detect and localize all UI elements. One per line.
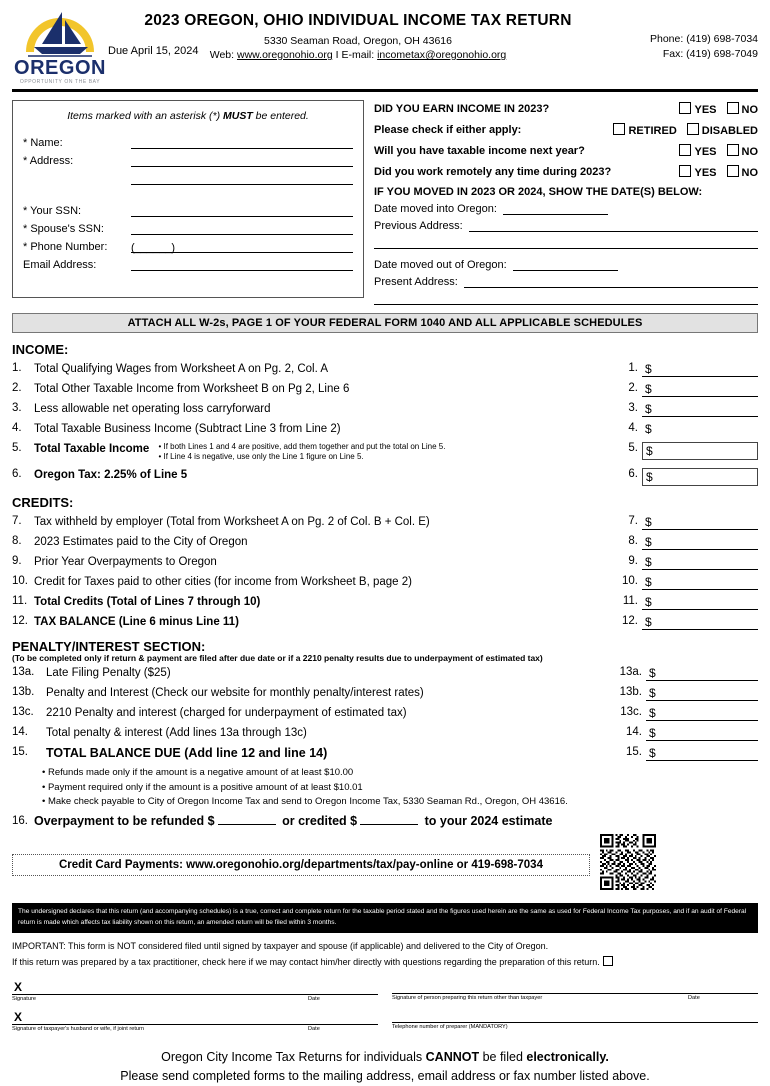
credits-line-7-input[interactable]: $ — [642, 515, 758, 530]
credits-line-8-anum: 8. — [628, 534, 638, 547]
date-moved-out-label: Date moved out of Oregon: — [374, 259, 507, 271]
penalty-line-15-input[interactable]: $ — [646, 746, 758, 761]
earn-income-yes-label: YES — [694, 104, 717, 116]
due-date: Due April 15, 2024 — [108, 45, 199, 57]
credits-line-8-text: 2023 Estimates paid to the City of Oregon — [34, 535, 248, 548]
phone-input[interactable] — [131, 240, 353, 253]
penalty-line-13c — [12, 706, 758, 721]
income-line-5-bullets — [158, 442, 445, 463]
remote-work-no[interactable] — [727, 165, 759, 179]
line-16-text — [34, 813, 552, 828]
income-line-5-bullet-2: • If Line 4 is negative, use only the Line 1 figure on Line 5. — [158, 452, 364, 462]
important-notes — [12, 939, 758, 971]
credits-line-11-text: Total Credits (Total of Lines 7 through 10) — [34, 595, 261, 608]
footer-line-1a: Oregon City Income Tax Returns for individuals — [161, 1050, 426, 1065]
income-line-3-anum: 3. — [628, 402, 638, 414]
income-line-5-label: Total Taxable Income — [34, 443, 150, 455]
web-label: Web: — [209, 49, 235, 61]
qr-code-icon — [600, 834, 656, 890]
email-label-field: Email Address: — [23, 259, 97, 271]
income-line-6 — [12, 468, 758, 486]
income-line-4-amount — [608, 422, 758, 437]
income-line-2-input[interactable]: $ — [642, 382, 758, 397]
credits-line-10-text: Credit for Taxes paid to other cities (for income from Worksheet B, page 2) — [34, 575, 412, 588]
income-line-3-amount — [608, 402, 758, 417]
sailboat-logo-icon — [18, 8, 102, 60]
earn-income-no-label: NO — [741, 104, 758, 116]
income-line-4-anum: 4. — [628, 422, 638, 434]
checkbox-icon[interactable] — [679, 102, 691, 114]
penalty-subnote: (To be completed only if return & payment are filed after due date or if a 2210 penalty results due to underpayment of estimated tax) — [12, 652, 543, 663]
income-line-3-input[interactable]: $ — [642, 402, 758, 417]
email-label: E-mail: — [341, 49, 375, 61]
footer-line-1c: be filed — [479, 1050, 527, 1065]
date-moved-in-row — [374, 202, 758, 215]
income-line-1 — [12, 362, 758, 377]
fax-number: Fax: (419) 698-7049 — [662, 48, 758, 61]
field-address — [23, 154, 353, 167]
penalty-line-14-amount — [608, 726, 758, 741]
preparer-phone-labels — [392, 1024, 758, 1030]
asterisk-note — [23, 110, 353, 122]
spouse-ssn-label: * Spouse's SSN: — [23, 223, 104, 235]
penalty-line-14 — [12, 726, 758, 741]
penalty-section — [0, 639, 770, 828]
credits-line-12-input[interactable]: $ — [642, 615, 758, 630]
income-line-5-text — [34, 442, 608, 463]
attach-banner: ATTACH ALL W-2s, PAGE 1 OF YOUR FEDERAL FORM 1040 AND ALL APPLICABLE SCHEDULES — [12, 313, 758, 333]
credits-line-11-num: 11. — [12, 594, 28, 607]
credit-card-box[interactable]: Credit Card Payments: www.oregonohio.org/departments/tax/pay-online or 419-698-7034 — [12, 854, 590, 876]
preparer-signature-label: Signature of person preparing this return other than taxpayer — [392, 995, 543, 1002]
penalty-line-13b-anum: 13b. — [619, 685, 642, 698]
income-line-1-input[interactable]: $ — [642, 362, 758, 377]
penalty-line-15-num: 15. — [12, 745, 28, 758]
address2-input[interactable] — [131, 172, 353, 185]
spouse-ssn-input[interactable] — [131, 222, 353, 235]
important-line-2-text: If this return was prepared by a tax practitioner, check here if we may contact him/her directly with questions regarding the preparation of this return. — [12, 956, 600, 967]
footer-cannot: CANNOT — [425, 1050, 480, 1065]
question-retired-disabled-label: Please check if either apply: — [374, 124, 522, 136]
preparer-signature-labels — [392, 995, 758, 1001]
credits-line-7 — [12, 515, 758, 530]
line-separator: I — [335, 49, 339, 61]
name-input[interactable] — [131, 136, 353, 149]
income-line-3-num: 3. — [12, 402, 22, 414]
income-line-5-bullet-1: • If both Lines 1 and 4 are positive, add them together and put the total on Line 5. — [158, 442, 446, 451]
taxpayer-signature-label: Signature — [12, 996, 36, 1003]
penalty-line-15-anum: 15. — [626, 745, 642, 758]
preparer-signature-line[interactable] — [392, 978, 758, 994]
note-must: MUST — [223, 110, 253, 122]
qr-code[interactable] — [600, 834, 656, 895]
note-part1: Items marked with an asterisk (*) — [67, 110, 223, 122]
question-earn-income — [374, 102, 758, 116]
phone-area-paren: (______) — [131, 242, 176, 254]
penalty-line-13c-text: 2210 Penalty and interest (charged for underpayment of estimated tax) — [46, 706, 407, 719]
income-line-2-num: 2. — [12, 382, 22, 394]
income-section — [0, 342, 770, 486]
signature-col-right — [392, 978, 758, 1038]
form-header — [0, 0, 770, 85]
penalty-line-13b-num: 13b. — [12, 685, 35, 698]
checkbox-icon[interactable] — [679, 165, 691, 177]
income-line-6-amount — [608, 468, 758, 486]
spouse-signature-line[interactable] — [12, 1008, 378, 1025]
practitioner-contact-checkbox[interactable] — [603, 956, 613, 966]
date-moved-out-input[interactable] — [513, 258, 618, 271]
email-input[interactable] — [131, 258, 353, 271]
moved-section-title: IF YOU MOVED IN 2023 OR 2024, SHOW THE DATE(S) BELOW: — [374, 186, 703, 198]
refund-rule-2: • Payment required only if the amount is a positive amount of at least $10.01 — [42, 781, 363, 793]
date-moved-in-input[interactable] — [503, 202, 608, 215]
income-line-6-text: Oregon Tax: 2.25% of Line 5 — [34, 468, 188, 481]
footer-notice — [0, 1048, 770, 1086]
office-address: 5330 Seaman Road, Oregon, OH 43616 — [264, 35, 452, 47]
penalty-line-13b-input[interactable]: $ — [646, 686, 758, 701]
checkbox-icon[interactable] — [727, 165, 739, 177]
credits-line-11-amount — [608, 595, 758, 610]
next-year-yes[interactable] — [679, 144, 716, 158]
income-line-2-anum: 2. — [628, 382, 638, 394]
important-line-1: IMPORTANT: This form is NOT considered filed until signed by taxpayer and spouse (if applicable) and delivered to the City of Oregon. — [12, 940, 549, 951]
penalty-line-13a-num: 13a. — [12, 665, 35, 678]
phone-number: Phone: (419) 698-7034 — [650, 33, 758, 45]
your-ssn-label: * Your SSN: — [23, 205, 82, 217]
credits-line-10-anum: 10. — [622, 574, 638, 587]
line-16-refund-input[interactable] — [218, 813, 276, 825]
your-ssn-input[interactable] — [131, 204, 353, 217]
credits-line-7-amount — [608, 515, 758, 530]
credits-line-9-text: Prior Year Overpayments to Oregon — [34, 555, 217, 568]
income-line-1-amount — [608, 362, 758, 377]
footer-line-2: Please send completed forms to the mailing address, email address or fax number listed above. — [120, 1069, 650, 1084]
income-line-5 — [12, 442, 758, 463]
present-address-input2[interactable] — [374, 292, 758, 305]
oregon-logo — [12, 6, 108, 85]
income-line-5-num: 5. — [12, 442, 22, 454]
line-16-estimate-label: to your 2024 estimate — [424, 814, 553, 829]
income-line-5-amount — [608, 442, 758, 460]
refund-rule-1: • Refunds made only if the amount is a negative amount of at least $10.00 — [42, 767, 354, 779]
income-line-4-text: Total Taxable Business Income (Subtract Line 3 from Line 2) — [34, 423, 341, 435]
credits-line-8 — [12, 535, 758, 550]
footer-electronically: electronically. — [526, 1050, 609, 1065]
credits-line-10-input[interactable]: $ — [642, 575, 758, 590]
credits-line-8-num: 8. — [12, 534, 22, 547]
header-contact — [608, 6, 758, 62]
penalty-line-13b-amount — [608, 686, 758, 701]
income-line-1-anum: 1. — [628, 362, 638, 374]
question-next-year-label: Will you have taxable income next year? — [374, 145, 585, 157]
option-retired[interactable] — [613, 123, 676, 137]
earn-income-yes[interactable] — [679, 102, 716, 116]
line-16-credit-label: or credited $ — [282, 814, 358, 829]
credits-line-9-amount — [608, 555, 758, 570]
preparer-signature-date-label: Date — [688, 995, 700, 1002]
credits-line-11-anum: 11. — [622, 594, 638, 607]
penalty-line-14-num: 14. — [12, 725, 28, 738]
spouse-signature-labels — [12, 1026, 378, 1032]
website-link[interactable]: www.oregonohio.org — [237, 49, 333, 61]
penalty-line-13a — [12, 666, 758, 681]
logo-wordmark: OREGON — [14, 57, 106, 79]
penalty-line-13b-text: Penalty and Interest (Check our website for monthly penalty/interest rates) — [46, 686, 424, 699]
credits-line-10-amount — [608, 575, 758, 590]
penalty-line-13b — [12, 686, 758, 701]
income-line-6-input[interactable]: $ — [642, 468, 758, 486]
date-moved-in-label: Date moved into Oregon: — [374, 203, 497, 215]
credits-line-12-amount — [608, 615, 758, 630]
penalty-line-13a-text: Late Filing Penalty ($25) — [46, 666, 171, 679]
credits-line-8-input[interactable]: $ — [642, 535, 758, 550]
present-address-input[interactable] — [464, 275, 758, 288]
penalty-line-14-anum: 14. — [626, 725, 642, 738]
credits-line-11 — [12, 595, 758, 610]
credits-line-9-anum: 9. — [628, 554, 638, 567]
penalty-line-15 — [12, 746, 758, 762]
declaration-block: The undersigned declares that this return (and accompanying schedules) is a true, correct and complete return for the taxable period stated and the figures used herein are the same as used for Federal Income Tax purposes, and if an audit of Federal return is made which affects tax liability shown on this return, an amended return will be filed within 3 months. — [12, 903, 758, 933]
remote-work-no-label: NO — [741, 167, 758, 179]
previous-address-input[interactable] — [469, 219, 758, 232]
penalty-heading: PENALTY/INTEREST SECTION: — [12, 638, 206, 654]
credits-line-7-anum: 7. — [628, 514, 638, 527]
penalty-line-13a-input[interactable]: $ — [646, 666, 758, 681]
panel-spacer — [23, 190, 353, 204]
question-remote-work — [374, 165, 758, 179]
name-label: * Name: — [23, 137, 63, 149]
penalty-line-13c-input[interactable]: $ — [646, 706, 758, 721]
date-moved-out-row — [374, 258, 758, 271]
credits-line-10 — [12, 575, 758, 590]
previous-address-row — [374, 219, 758, 232]
important-line-2 — [12, 955, 758, 971]
email-link[interactable]: incometax@oregonohio.org — [377, 49, 507, 61]
question-next-year — [374, 144, 758, 158]
question-remote-work-label: Did you work remotely any time during 2023? — [374, 166, 612, 178]
spouse-signature-label: Signature of taxpayer's husband or wife, if joint return — [12, 1026, 144, 1033]
question-retired-disabled — [374, 123, 758, 137]
signature-col-left — [12, 978, 378, 1038]
address-input[interactable] — [131, 154, 353, 167]
footer-line-1 — [12, 1048, 758, 1067]
field-phone — [23, 240, 353, 253]
signature-x-mark: X — [14, 980, 23, 995]
field-address2 — [23, 172, 353, 185]
taxpayer-signature-labels — [12, 996, 378, 1002]
signature-area — [12, 978, 758, 1038]
checkbox-icon[interactable] — [727, 144, 739, 156]
penalty-line-15-text: TOTAL BALANCE DUE (Add line 12 and line 14) — [46, 745, 328, 760]
taxpayer-info-box — [12, 100, 364, 298]
credits-line-12 — [12, 615, 758, 630]
penalty-line-14-text: Total penalty & interest (Add lines 13a through 13c) — [46, 726, 307, 739]
income-line-3-text: Less allowable net operating loss carryforward — [34, 403, 271, 415]
credits-line-7-num: 7. — [12, 514, 22, 527]
checkbox-icon[interactable] — [687, 123, 699, 135]
spouse-signature-x-mark: X — [14, 1010, 23, 1025]
field-spouse-ssn — [23, 222, 353, 235]
credits-line-9-input[interactable]: $ — [642, 555, 758, 570]
note-part2: be entered. — [252, 110, 309, 122]
income-heading: INCOME: — [12, 342, 69, 357]
line-16-credit-input[interactable] — [360, 813, 418, 825]
credits-line-12-anum: 12. — [622, 614, 638, 627]
income-line-5-anum: 5. — [628, 442, 638, 454]
field-name — [23, 136, 353, 149]
earn-income-no[interactable] — [727, 102, 759, 116]
present-address-row2 — [374, 292, 758, 305]
income-line-2 — [12, 382, 758, 397]
income-line-3 — [12, 402, 758, 417]
field-your-ssn — [23, 204, 353, 217]
penalty-line-15-amount — [608, 746, 758, 761]
address-label: * Address: — [23, 155, 74, 167]
next-year-yes-label: YES — [694, 146, 717, 158]
income-line-5-input[interactable]: $ — [642, 442, 758, 460]
penalty-line-13c-anum: 13c. — [620, 705, 642, 718]
income-line-6-anum: 6. — [628, 467, 638, 480]
credits-line-9-num: 9. — [12, 554, 22, 567]
previous-address-label: Previous Address: — [374, 220, 463, 232]
taxpayer-signature-date-label: Date — [308, 996, 320, 1003]
refund-rules — [42, 766, 758, 809]
present-address-label: Present Address: — [374, 276, 458, 288]
disabled-label: DISABLED — [701, 125, 758, 137]
page-title: 2023 OREGON, OHIO INDIVIDUAL INCOME TAX RETURN — [144, 12, 572, 29]
penalty-line-13c-num: 13c. — [12, 705, 34, 718]
option-disabled[interactable] — [687, 123, 758, 137]
credits-heading: CREDITS: — [12, 494, 74, 510]
previous-address-input2[interactable] — [374, 236, 758, 249]
income-line-6-num: 6. — [12, 467, 22, 480]
next-year-no[interactable] — [727, 144, 759, 158]
credits-section — [0, 495, 770, 630]
penalty-line-13a-anum: 13a. — [619, 665, 642, 678]
penalty-line-14-input[interactable]: $ — [646, 726, 758, 741]
remote-work-yes-label: YES — [694, 167, 717, 179]
phone-label: * Phone Number: — [23, 241, 108, 253]
preparer-phone-line[interactable] — [392, 1007, 758, 1023]
next-year-no-label: NO — [741, 146, 758, 158]
question-earn-income-label: DID YOU EARN INCOME IN 2023? — [374, 103, 550, 115]
income-line-4 — [12, 422, 758, 437]
taxpayer-signature-line[interactable] — [12, 978, 378, 995]
field-email — [23, 258, 353, 271]
remote-work-yes[interactable] — [679, 165, 716, 179]
line-16-num: 16. — [12, 814, 28, 827]
present-address-row — [374, 275, 758, 288]
income-line-2-amount — [608, 382, 758, 397]
line-16-overpayment — [12, 813, 758, 828]
spouse-signature-date-label: Date — [308, 1026, 320, 1033]
credits-line-8-amount — [608, 535, 758, 550]
credits-line-9 — [12, 555, 758, 570]
credit-card-row — [12, 834, 758, 895]
income-line-2-text: Total Other Taxable Income from Worksheet B on Pg 2, Line 6 — [34, 383, 350, 395]
income-line-1-text: Total Qualifying Wages from Worksheet A on Pg. 2, Col. A — [34, 363, 329, 375]
top-panels — [0, 92, 770, 305]
income-line-1-num: 1. — [12, 362, 22, 374]
penalty-line-13a-amount — [608, 666, 758, 681]
income-line-4-input[interactable]: $ — [645, 422, 652, 436]
logo-tagline: OPPORTUNITY ON THE BAY — [19, 79, 101, 85]
income-line-4-num: 4. — [12, 422, 22, 434]
refund-rule-3: • Make check payable to City of Oregon Income Tax and send to Oregon Income Tax, 5330 Seaman Rd., Oregon, OH 43616. — [42, 795, 568, 807]
penalty-line-13c-amount — [608, 706, 758, 721]
checkbox-icon[interactable] — [727, 102, 739, 114]
credits-line-12-text: TAX BALANCE (Line 6 minus Line 11) — [34, 615, 239, 628]
credits-line-7-text: Tax withheld by employer (Total from Worksheet A on Pg. 2 of Col. B + Col. E) — [34, 515, 430, 528]
credits-line-11-input[interactable]: $ — [642, 595, 758, 610]
checkbox-icon[interactable] — [679, 144, 691, 156]
questionnaire-box — [374, 100, 758, 305]
previous-address-row2 — [374, 236, 758, 249]
preparer-phone-label: Telephone number of preparer (MANDATORY) — [392, 1024, 508, 1031]
retired-label: RETIRED — [628, 125, 677, 137]
line-16-refund-label: Overpayment to be refunded $ — [34, 814, 215, 829]
credits-line-10-num: 10. — [12, 574, 28, 587]
checkbox-icon[interactable] — [613, 123, 625, 135]
credits-line-12-num: 12. — [12, 614, 28, 627]
